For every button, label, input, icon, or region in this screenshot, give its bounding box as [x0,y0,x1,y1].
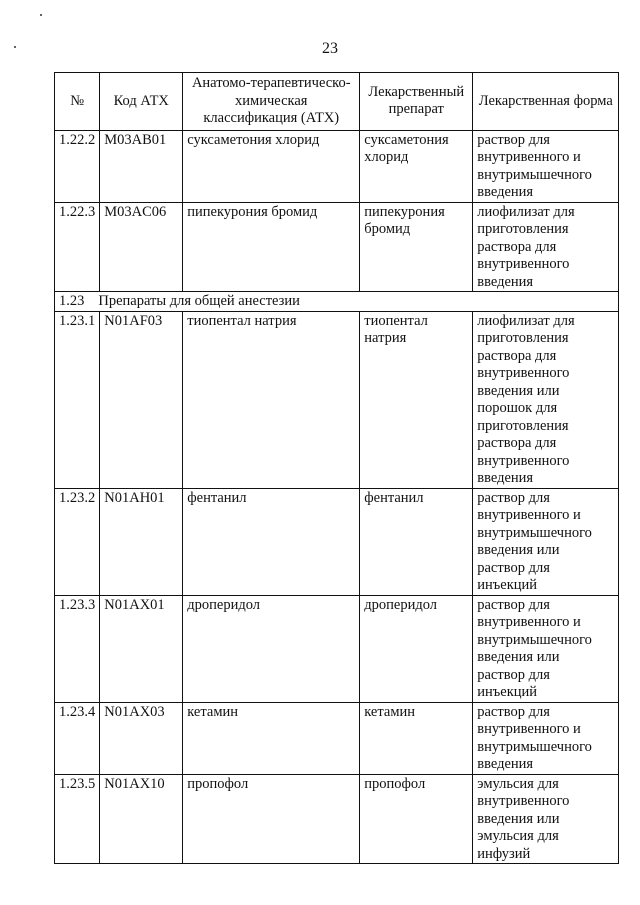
page-number: 23 [322,40,338,57]
row-drug [360,774,473,864]
row-code: N01AX10 [100,774,183,864]
row-num: 1.23.4 [55,702,100,774]
row-num: 1.22.3 [55,202,100,292]
row-form [473,488,619,595]
row-code: N01AX03 [100,702,183,774]
row-form-text: раствор для внутривенного и внутримышечного введения [477,131,592,200]
table-row [55,702,619,774]
header-num: № [55,73,100,131]
table-row [55,130,619,202]
row-code: N01AF03 [100,311,183,488]
row-drug [360,202,473,292]
row-drug-text: суксаметония хлорид [364,131,449,165]
row-form [473,702,619,774]
row-drug-text: тиопентал натрия [364,312,428,346]
header-form: Лекарственная форма [473,73,619,131]
table-row [55,202,619,292]
row-form [473,202,619,292]
row-drug [360,595,473,702]
header-classification: Анатомо-терапевтическо-химическая классификация (АТХ) [183,73,360,131]
header-code: Код АТХ [100,73,183,131]
row-form [473,311,619,488]
row-form [473,774,619,864]
row-form-text: эмульсия для внутривенного введения или эмульсия для инфузий [477,775,570,862]
section-title: Препараты для общей анестезии [98,293,300,309]
row-classification: кетамин [183,702,360,774]
section-heading [55,292,619,312]
row-num: 1.23.1 [55,311,100,488]
row-drug [360,488,473,595]
section-row [55,292,619,312]
table-row [55,488,619,595]
row-classification: суксаметония хлорид [183,130,360,202]
row-classification: фентанил [183,488,360,595]
row-drug-text: пипекурония бромид [364,203,445,237]
row-classification: пропофол [183,774,360,864]
row-code: N01AX01 [100,595,183,702]
table-row [55,595,619,702]
row-form-text: лиофилизат для приготовления раствора для внутривенного введения [477,203,575,290]
row-drug-text: пропофол [364,775,426,792]
row-code: M03AC06 [100,202,183,292]
row-drug-text: дроперидол [364,596,438,613]
row-code: N01AH01 [100,488,183,595]
drug-table [54,72,619,864]
row-drug [360,130,473,202]
row-num: 1.23.3 [55,595,100,702]
row-classification: тиопентал натрия [183,311,360,488]
section-num: 1.23 [59,293,85,309]
row-drug-text: фентанил [364,489,424,506]
row-num: 1.22.2 [55,130,100,202]
row-form [473,595,619,702]
row-code: M03AB01 [100,130,183,202]
row-drug-text: кетамин [364,703,416,720]
row-form-text: раствор для внутривенного и внутримышечного введения или раствор для инъекций [477,596,592,700]
header-drug: Лекарственный препарат [360,73,473,131]
row-form-text: раствор для внутривенного и внутримышечного введения [477,703,592,772]
row-num: 1.23.5 [55,774,100,864]
row-form-text: раствор для внутривенного и внутримышечного введения или раствор для инъекций [477,489,592,593]
row-num: 1.23.2 [55,488,100,595]
row-classification: пипекурония бромид [183,202,360,292]
table-row [55,311,619,488]
table-header-row [55,73,619,131]
row-form-text: лиофилизат для приготовления раствора для внутривенного введения или порошок для приготовления раствора для внутривенного введения [477,312,575,486]
scan-speck [40,14,42,16]
row-drug [360,311,473,488]
row-drug [360,702,473,774]
table-row [55,774,619,864]
row-classification: дроперидол [183,595,360,702]
row-form [473,130,619,202]
